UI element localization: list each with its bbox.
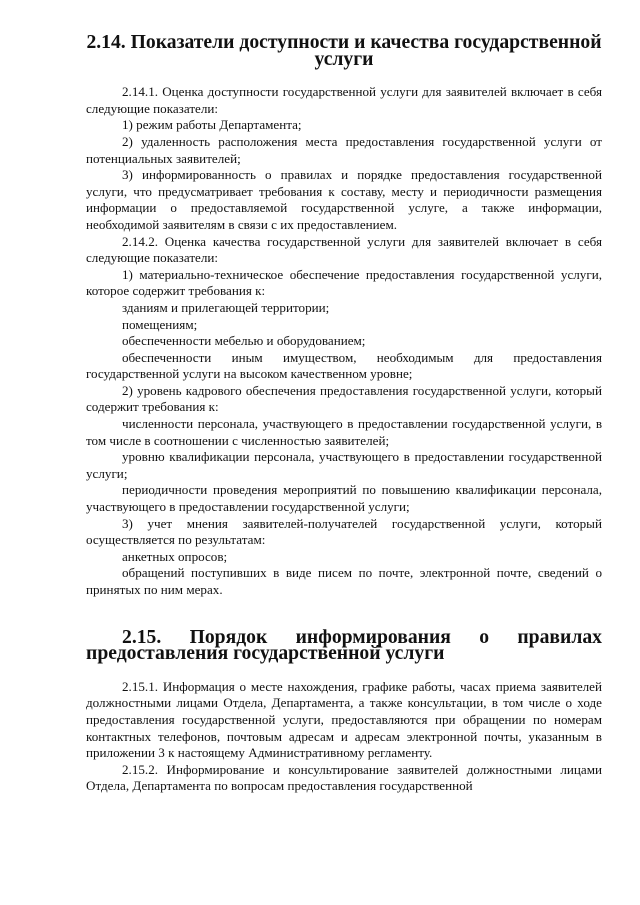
- paragraph: 2.14.2. Оценка качества государственной услуги для заявителей включает в себя следующие показатели:: [86, 233, 602, 266]
- paragraph: 3) информированность о правилах и порядке предоставления государственной услуги, что предусматривает требования к составу, месту и периодичности размещения информации о предоставляемой государственной услуге, а также информации, необходимой заявителям в связи с их предоставлением.: [86, 167, 602, 232]
- paragraph: анкетных опросов;: [122, 548, 228, 564]
- paragraph: обеспеченности иным имуществом, необходимым для предоставления государственной услуги на высоком качественном уровне;: [86, 349, 602, 382]
- paragraph: 1) материально-техническое обеспечение предоставления государственной услуги, которое содержит требования к:: [86, 266, 602, 299]
- section-2-15-body: [86, 679, 602, 795]
- paragraph: 2) уровень кадрового обеспечения предоставления государственной услуги, который содержит требования к:: [86, 382, 602, 415]
- paragraph: уровню квалификации персонала, участвующего в предоставлении государственной услуги;: [86, 449, 602, 481]
- section-2-14-title: 2.14. Показатели доступности и качества государственной услуги: [86, 31, 602, 70]
- document-page: [86, 31, 602, 795]
- paragraph: 2.14.1. Оценка доступности государственной услуги для заявителей включает в себя следующие показатели:: [86, 84, 602, 116]
- section-2-14-body: [86, 84, 602, 598]
- spacer: [86, 599, 602, 629]
- paragraph: 2) удаленность расположения места предоставления государственной услуги от потенциальных заявителей;: [86, 133, 602, 166]
- spacer: [86, 67, 602, 84]
- paragraph: численности персонала, участвующего в предоставлении государственной услуги, в том числе в соотношении с численностью заявителей;: [86, 416, 602, 448]
- paragraph: 2.15.1. Информация о месте нахождения, графике работы, часах приема заявителей должностными лицами Отдела, Департамента, а также консультации, в том числе о ходе предоставления государственной услуги, предоставляются при обращении по номерам контактных телефонов, почтовым адресам и адресам электронной почты, указанным в приложении 3 к настоящему Административному регламенту.: [86, 678, 602, 761]
- section-2-15-title: 2.15. Порядок информирования о правилах предоставления государственной услуги: [86, 625, 602, 665]
- paragraph: помещениям;: [122, 316, 198, 332]
- paragraph: обеспеченности мебелью и оборудованием;: [122, 333, 366, 349]
- paragraph: зданиям и прилегающей территории;: [122, 299, 330, 315]
- paragraph: периодичности проведения мероприятий по повышению квалификации персонала, участвующего в предоставлении государственной услуги;: [86, 482, 602, 515]
- paragraph: 2.15.2. Информирование и консультирование заявителей должностными лицами Отдела, Департамента по вопросам предоставления государственной: [86, 761, 602, 794]
- paragraph: обращений поступивших в виде писем по почте, электронной почте, сведений о принятых по ним мерах.: [86, 565, 602, 597]
- spacer: [86, 662, 602, 679]
- paragraph: 1) режим работы Департамента;: [122, 117, 302, 133]
- paragraph: 3) учет мнения заявителей-получателей государственной услуги, который осуществляется по результатам:: [86, 515, 602, 548]
